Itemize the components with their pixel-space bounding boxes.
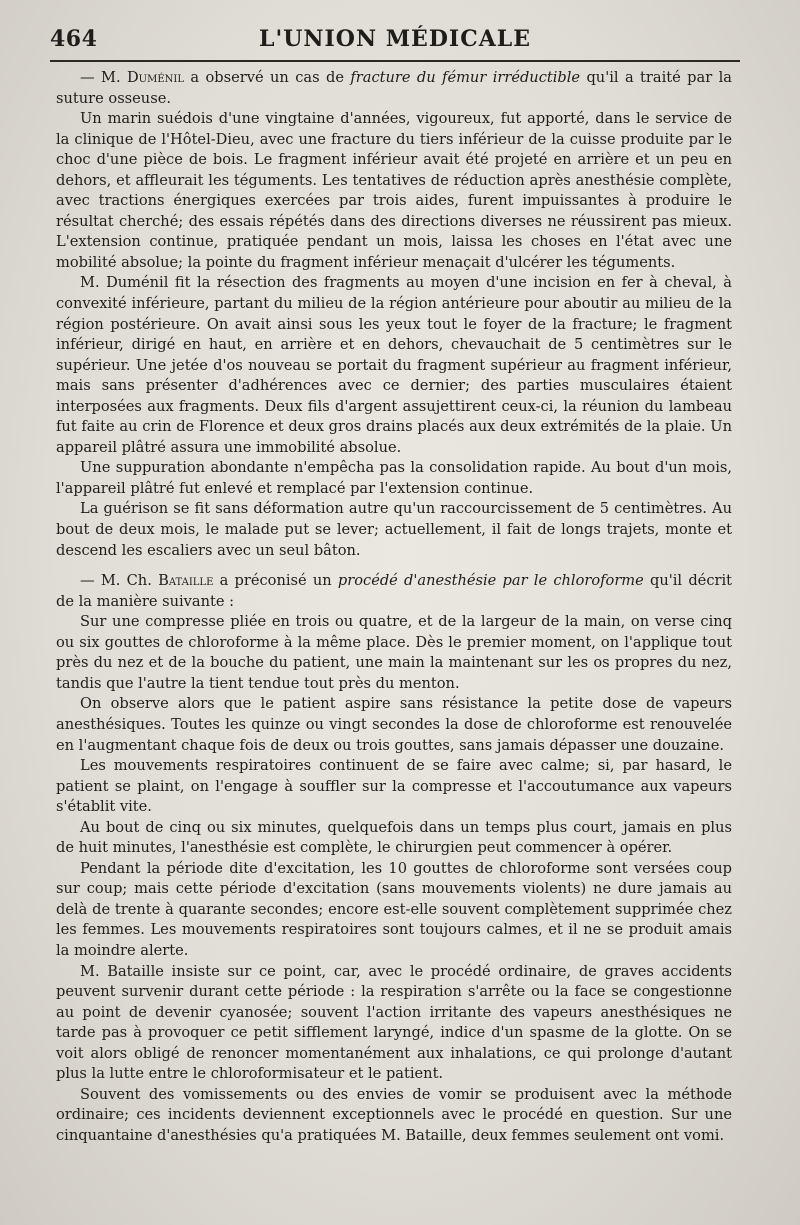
bataille-paragraph-4 [56,756,732,818]
bataille-paragraph-7 [56,962,732,1085]
text-run: Un marin suédois d'une vingtaine d'années, vigoureux, fut apporté, dans le service de la clinique de l'Hôtel-Dieu, avec une fracture du tiers inférieur de la cuisse produite par le choc d'une pièce de bois. Le fragment inférieur avait été projeté en arrière et un peu en dehors, et affleurait les téguments. Les tentatives de réduction après anesthésie complète, avec tractions énergiques exercées par trois aides, furent impuissantes à produire le résultat cherché; des essais répétés dans des directions diverses ne réussirent pas mieux. L'extension continue, pratiquée pendant un mois, laissa les choses en l'état avec une mobilité absolue; la pointe du fragment inférieur menaçait d'ulcérer les téguments. [56,110,732,271]
page-header [50,24,740,58]
text-run: Souvent des vomissements ou des envies de vomir se produisent avec la méthode ordinaire; ces incidents deviennent exceptionnels avec le procédé en question. Sur une cinquantaine d'anesthésies qu'a pratiquées M. Bataille, deux femmes seulement ont vomi. [56,1085,732,1144]
bataille-paragraph-8 [56,1085,732,1147]
text-run: Au bout de cinq ou six minutes, quelquefois dans un temps plus court, jamais en plus de huit minutes, l'anesthésie est complète, le chirurgien peut commencer à opérer. [56,818,732,857]
section-gap [56,561,732,571]
bataille-paragraph-1 [56,571,732,612]
dumenil-paragraph-4 [56,458,732,499]
bataille-paragraph-2 [56,612,732,694]
dumenil-paragraph-5 [56,499,732,561]
bataille-paragraph-3 [56,694,732,756]
article-body [56,68,732,1146]
running-title: L'UNION MÉDICALE [258,26,532,52]
text-run: procédé d'anesthésie par le chloroforme [337,572,644,590]
dumenil-paragraph-3 [56,273,732,458]
page-number: 464 [50,26,98,52]
text-run: a observé un cas de [184,69,351,86]
text-run: a préconisé un [213,572,338,590]
dumenil-paragraph-2 [56,109,732,273]
text-run: — M. [80,69,127,86]
text-run: Une suppuration abondante n'empêcha pas la consolidation rapide. Au bout d'un mois, l'appareil plâtré fut enlevé et remplacé par l'extension continue. [56,459,732,497]
text-run: fracture du fémur irréductible [350,69,581,86]
text-run: — M. Ch. [80,572,159,590]
dumenil-paragraph-1 [56,68,732,109]
text-run: Les mouvements respiratoires continuent de se faire avec calme; si, par hasard, le patient se plaint, on l'engage à souffler sur la compresse et l'accoutumance aux vapeurs s'établit vite. [56,757,732,816]
text-run: qu'il décrit de la manière suivante : [56,572,732,610]
text-run: M. Duménil fit la résection des fragments au moyen d'une incision en fer à cheval, à convexité inférieure, partant du milieu de la région antérieure pour aboutir au milieu de la région postérieure. On avait ainsi sous les yeux tout le foyer de la fracture; le fragment inférieur, dirigé en haut, en arrière et en dehors, chevauchait de 5 centimètres sur le supérieur. Une jetée d'os nouveau se portait du fragment supérieur au fragment inférieur, mais sans présenter d'adhérences avec ce dernier; des parties musculaires étaient interposées aux fragments. Deux fils d'argent assujettirent ceux-ci, la réunion du lambeau fut faite au crin de Florence et deux gros drains placés aux deux extrémités de la plaie. Un appareil plâtré assura une immobilité absolue. [56,274,732,456]
text-run: On observe alors que le patient aspire sans résistance la petite dose de vapeurs anesthésiques. Toutes les quinze ou vingt secondes la dose de chloroforme est renouvelée en l'augmentant chaque fois de deux ou trois gouttes, sans jamais dépasser une douzaine. [56,695,732,754]
header-rule [50,60,740,62]
text-run: Sur une compresse pliée en trois ou quatre, et de la largeur de la main, on verse cinq ou six gouttes de chloroforme à la même place. Dès le premier moment, on l'applique tout près du nez et de la bouche du patient, une main la maintenant sur les os propres du nez, tandis que l'autre la tient tendue tout près du menton. [56,613,732,692]
text-run: qu'il a traité par la suture osseuse. [56,69,732,107]
text-run: Duménil [126,69,184,86]
bataille-paragraph-6 [56,859,732,962]
text-run: La guérison se fit sans déformation autre qu'un raccourcissement de 5 centimètres. Au bout de deux mois, le malade put se lever; actuellement, il fait de longs trajets, monte et descend les escaliers avec un seul bâton. [56,500,732,559]
bataille-paragraph-5 [56,818,732,859]
text-run: Bataille [158,572,214,590]
text-run: Pendant la période dite d'excitation, les 10 gouttes de chloroforme sont versées coup sur coup; mais cette période d'excitation (sans mouvements violents) ne dure jamais au delà de trente à quarante secondes; encore est-elle souvent complètement supprimée chez les femmes. Les mouvements respiratoires sont toujours calmes, et il ne se produit amais la moindre alerte. [56,859,732,959]
text-run: M. Bataille insiste sur ce point, car, avec le procédé ordinaire, de graves accidents peuvent survenir durant cette période : la respiration s'arrête ou la face se congestionne au point de devenir cyanosée; souvent l'action irritante des vapeurs anesthésiques ne tarde pas à provoquer ce petit sifflement laryngé, indice d'un spasme de la glotte. On se voit alors obligé de renoncer momentanément aux inhalations, ce qui prolonge d'autant plus la lutte entre le chloroformisateur et le patient. [56,962,732,1083]
